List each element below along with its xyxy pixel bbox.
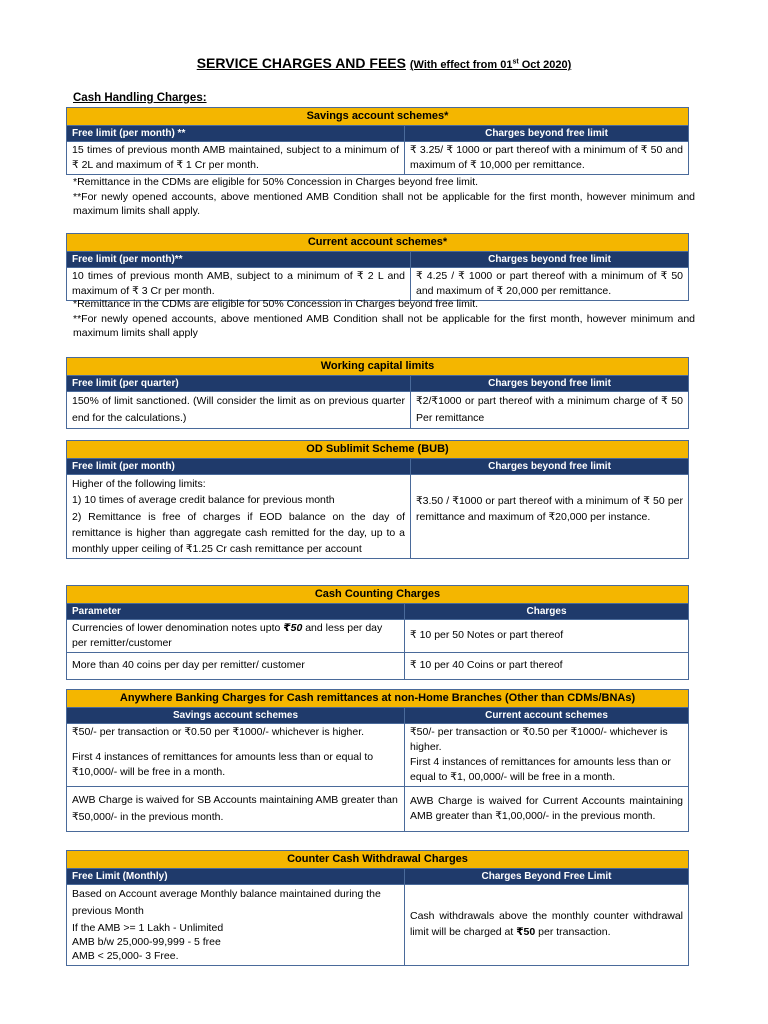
cash-counting-header: Cash Counting Charges [67, 586, 689, 604]
document-title [0, 54, 768, 74]
section-heading-cash-handling: Cash Handling Charges: [73, 92, 207, 104]
od-free-line-2: 1) 10 times of average credit balance for previous month [72, 494, 335, 507]
counter-free-line-3: AMB b/w 25,000-99,999 - 5 free [72, 936, 221, 949]
savings-col-charges: Charges beyond free limit [405, 126, 689, 142]
cash-counting-row2-charge: ₹ 10 per 40 Coins or part thereof [405, 652, 689, 679]
cash-counting-col-charges: Charges [405, 604, 689, 620]
savings-charge: ₹ 3.25/ ₹ 1000 or part thereof with a minimum of ₹ 50 and maximum of ₹ 10,000 per remittance. [405, 142, 689, 175]
anywhere-ca-line-1: ₹50/- per transaction or ₹0.50 per ₹1000/- whichever is higher. [410, 726, 668, 753]
savings-free-limit: 15 times of previous month AMB maintained, subject to a minimum of ₹ 2L and maximum of ₹ 1 Cr per month. [67, 142, 405, 175]
current-col-free: Free limit (per month)** [67, 252, 411, 268]
savings-note-2: **For newly opened accounts, above mentioned AMB Condition shall not be applicable for the first month, however minimum and maximum limits shall apply. [73, 190, 695, 218]
savings-header: Savings account schemes* [67, 108, 689, 126]
anywhere-header: Anywhere Banking Charges for Cash remittances at non-Home Branches (Other than CDMs/BNAs) [67, 690, 689, 708]
counter-free-line-1: Based on Account average Monthly balance maintained during the previous Month [72, 888, 381, 917]
counter-withdrawal-charge: Cash withdrawals above the monthly counter withdrawal limit will be charged at ₹50 per transaction. [405, 885, 689, 966]
cash-counting-row2-param: More than 40 coins per day per remitter/ customer [67, 652, 405, 679]
current-free-limit: 10 times of previous month AMB, subject to a minimum of ₹ 2 L and maximum of ₹ 3 Cr per month. [67, 268, 411, 301]
anywhere-ca-line-2: First 4 instances of remittances for amounts less than or equal to ₹1, 00,000/- will be free in a month. [410, 755, 671, 783]
cash-counting-table [66, 585, 689, 680]
current-notes [73, 297, 695, 341]
current-note-1: *Remittance in the CDMs are eligible for 50% Concession in Charges beyond free limit. [73, 298, 479, 310]
cash-counting-row1-param: Currencies of lower denomination notes upto ₹50 and less per day per remitter/customer [67, 620, 405, 653]
working-capital-header: Working capital limits [67, 358, 689, 376]
counter-free-line-4: AMB < 25,000- 3 Free. [72, 950, 179, 963]
anywhere-banking-table [66, 689, 689, 832]
working-capital-col-charges: Charges beyond free limit [411, 376, 689, 392]
working-capital-charge: ₹2/₹1000 or part thereof with a minimum charge of ₹ 50 Per remittance [411, 392, 689, 429]
counter-withdrawal-col-free: Free Limit (Monthly) [67, 869, 405, 885]
title-main: SERVICE CHARGES AND FEES [196, 55, 406, 71]
title-effective-date: (With effect from 01st Oct 2020) [409, 58, 572, 71]
od-free-line-1: Higher of the following limits: [72, 478, 206, 490]
counter-withdrawal-free-limit [67, 885, 405, 966]
counter-withdrawal-header: Counter Cash Withdrawal Charges [67, 851, 689, 869]
working-capital-col-free: Free limit (per quarter) [67, 376, 411, 392]
anywhere-col-current: Current account schemes [405, 708, 689, 724]
counter-free-line-2: If the AMB >= 1 Lakh - Unlimited [72, 921, 224, 934]
od-sublimit-col-charges: Charges beyond free limit [411, 459, 689, 475]
current-col-charges: Charges beyond free limit [411, 252, 689, 268]
counter-withdrawal-col-charges: Charges Beyond Free Limit [405, 869, 689, 885]
counter-withdrawal-table [66, 850, 689, 966]
od-free-line-3: 2) Remittance is free of charges if EOD balance on the day of remittance is higher than aggregate cash remitted for the day, up to a monthly upper ceiling of ₹1.25 Cr cash remittance per account [72, 510, 405, 556]
od-sublimit-free-limit [67, 475, 411, 559]
od-sublimit-charge: ₹3.50 / ₹1000 or part thereof with a minimum of ₹ 50 per remittance and maximum of ₹20,000 per instance. [411, 475, 689, 559]
anywhere-sb-line-1: ₹50/- per transaction or ₹0.50 per ₹1000/- whichever is higher. [72, 726, 365, 738]
anywhere-sb-line-2: First 4 instances of remittances for amounts less than or equal to ₹10,000/- will be free in a month. [72, 750, 374, 778]
current-note-2: **For newly opened accounts, above mentioned AMB Condition shall not be applicable for the first month, however minimum and maximum limits shall apply [73, 312, 695, 340]
od-sublimit-header: OD Sublimit Scheme (BUB) [67, 441, 689, 459]
od-sublimit-col-free: Free limit (per month) [67, 459, 411, 475]
current-charge: ₹ 4.25 / ₹ 1000 or part thereof with a minimum of ₹ 50 and maximum of ₹ 20,000 per remittance. [411, 268, 689, 301]
savings-notes [73, 175, 695, 219]
anywhere-col-savings: Savings account schemes [67, 708, 405, 724]
cash-counting-col-parameter: Parameter [67, 604, 405, 620]
working-capital-free-limit: 150% of limit sanctioned. (Will consider the limit as on previous quarter end for the calculations.) [67, 392, 411, 429]
anywhere-sb-waiver: AWB Charge is waived for SB Accounts maintaining AMB greater than ₹50,000/- in the previous month. [67, 786, 405, 831]
anywhere-savings-cell [67, 724, 405, 787]
working-capital-table [66, 357, 689, 429]
cash-counting-row1-charge: ₹ 10 per 50 Notes or part thereof [405, 620, 689, 653]
anywhere-ca-waiver: AWB Charge is waived for Current Accounts maintaining AMB greater than ₹1,00,000/- in the previous month. [405, 786, 689, 831]
anywhere-current-cell [405, 724, 689, 787]
current-table [66, 233, 689, 301]
savings-col-free: Free limit (per month) ** [67, 126, 405, 142]
savings-table [66, 107, 689, 175]
od-sublimit-table [66, 440, 689, 559]
current-header: Current account schemes* [67, 234, 689, 252]
savings-note-1: *Remittance in the CDMs are eligible for 50% Concession in Charges beyond free limit. [73, 176, 479, 188]
